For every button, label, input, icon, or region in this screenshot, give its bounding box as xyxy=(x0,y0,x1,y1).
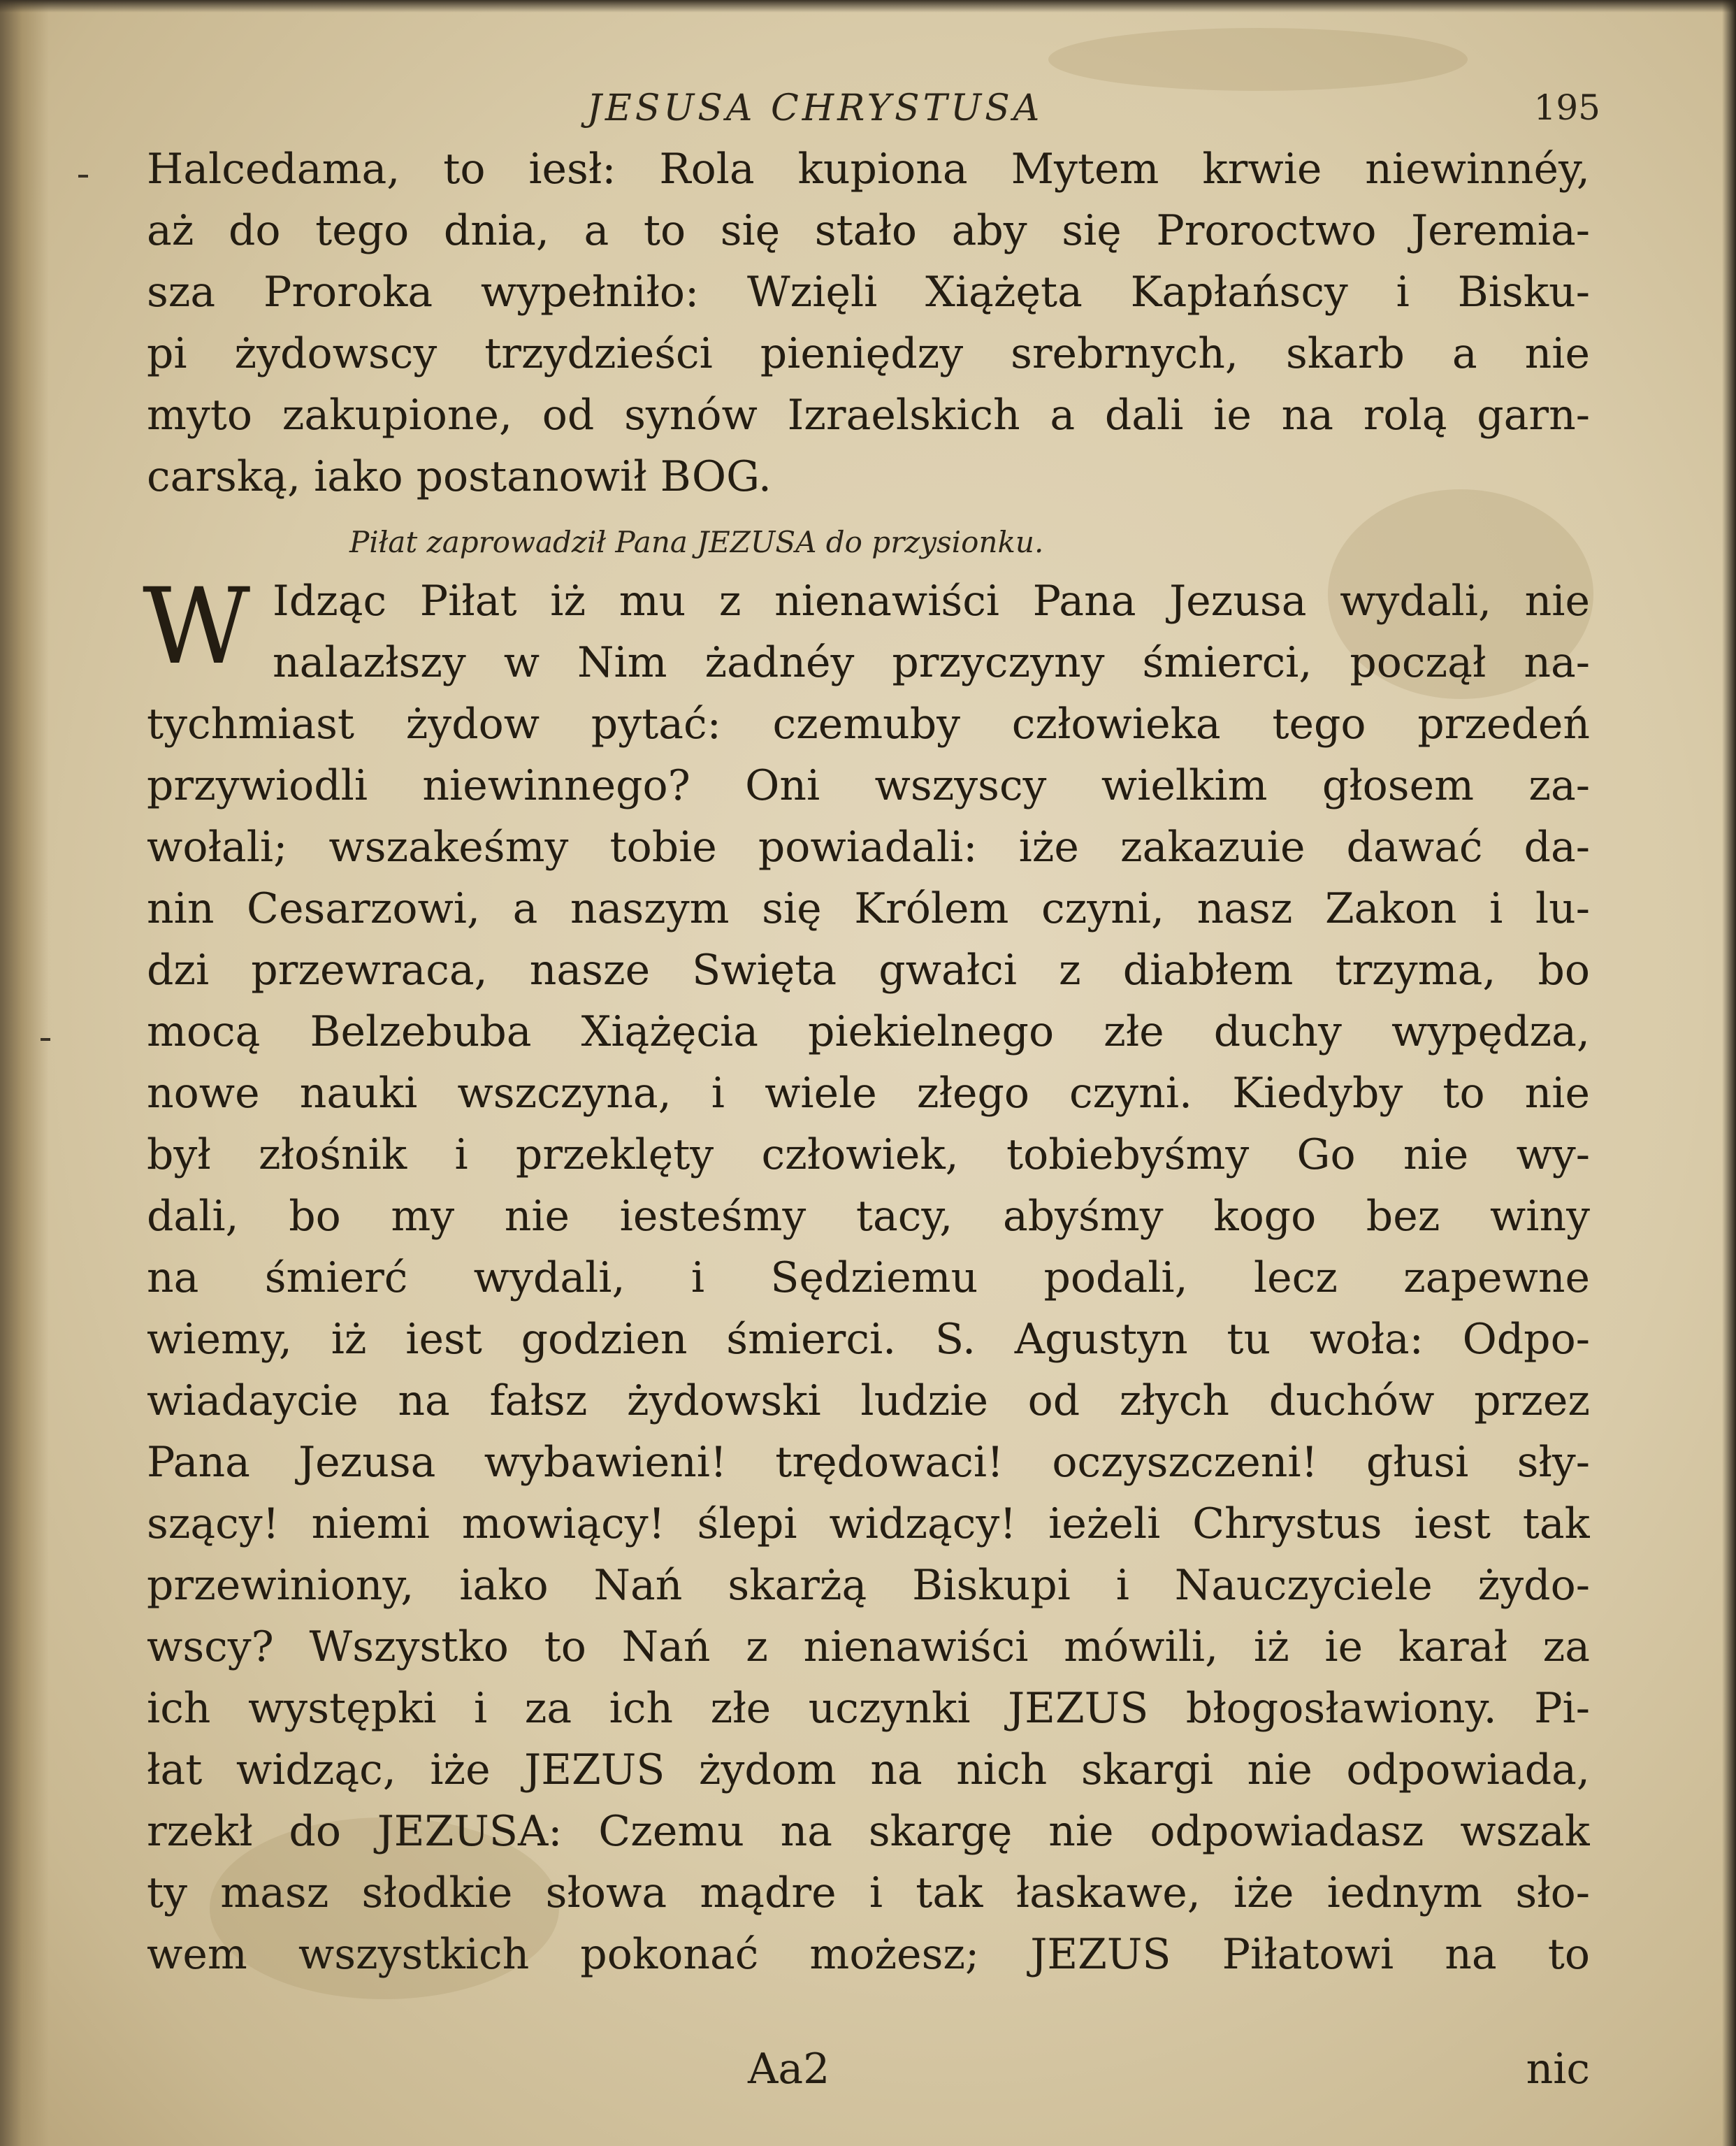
text-line: Idząc Piłat iż mu z nienawiści Pana Jezusa wydali, nie xyxy=(273,577,1590,626)
text-line: nin Cesarzowi, a naszym się Królem czyni, nasz Zakon i lu- xyxy=(147,884,1590,933)
text-line: szący! niemi mowiący! ślepi widzący! ieżeli Chrystus iest tak xyxy=(147,1499,1590,1548)
text-line: rzekł do JEZUSA: Czemu na skargę nie odpowiadasz wszak xyxy=(147,1807,1590,1856)
margin-mark xyxy=(41,1038,50,1041)
paragraph xyxy=(143,566,1590,1985)
page-number: 195 xyxy=(1533,87,1600,128)
text-line: przywiodli niewinnego? Oni wszyscy wielkim głosem za- xyxy=(147,761,1590,810)
text-line: na śmierć wydali, i Sędziemu podali, lecz zapewne xyxy=(147,1253,1590,1302)
text-line: tychmiast żydow pytać: czemuby człowieka tego przedeń xyxy=(147,700,1590,749)
body-text xyxy=(143,138,1590,1985)
top-edge xyxy=(0,0,1736,13)
text-line: sza Proroka wypełniło: Wzięli Xiążęta Kapłańscy i Bisku- xyxy=(147,268,1590,317)
spine-shadow xyxy=(0,0,49,2146)
text-line: aż do tego dnia, a to się stało aby się Proroctwo Jeremia- xyxy=(147,206,1590,255)
running-header xyxy=(140,87,1600,143)
text-line: dali, bo my nie iesteśmy tacy, abyśmy kogo bez winy xyxy=(147,1192,1590,1241)
margin-mark xyxy=(78,175,88,178)
text-line: mocą Belzebuba Xiążęcia piekielnego złe duchy wypędza, xyxy=(147,1007,1590,1056)
text-line: dzi przewraca, nasze Swięta gwałci z diabłem trzyma, bo xyxy=(147,946,1590,995)
drop-cap: W xyxy=(143,566,251,688)
text-line: był złośnik i przeklęty człowiek, tobiebyśmy Go nie wy- xyxy=(147,1130,1590,1179)
text-line: nowe nauki wszczyna, i wiele złego czyni. Kiedyby to nie xyxy=(147,1069,1590,1118)
text-line: nalazłszy w Nim żadnéy przyczyny śmierci, począł na- xyxy=(273,638,1590,687)
text-line: wiemy, iż iest godzien śmierci. S. Agustyn tu woła: Odpo- xyxy=(147,1315,1590,1364)
text-line: wem wszystkich pokonać możesz; JEZUS Piłatowi na to xyxy=(147,1930,1590,1979)
section-heading: Piłat zaprowadził Pana JEZUSA do przysionku. xyxy=(349,525,1044,559)
text-line: przewiniony, iako Nań skarżą Biskupi i Nauczyciele żydo- xyxy=(147,1561,1590,1610)
text-line: Pana Jezusa wybawieni! trędowaci! oczyszczeni! głusi sły- xyxy=(147,1438,1590,1487)
signature-mark: Aa2 xyxy=(748,2045,830,2094)
text-line: Halcedama, to iesł: Rola kupiona Mytem krwie niewinnéy, xyxy=(147,145,1590,194)
text-line: ty masz słodkie słowa mądre i tak łaskawe, iże iednym sło- xyxy=(147,1868,1590,1917)
text-line: wscy? Wszystko to Nań z nienawiści mówili, iż ie karał za xyxy=(147,1622,1590,1671)
text-line: pi żydowscy trzydzieści pieniędzy srebrnych, skarb a nie xyxy=(147,329,1590,378)
text-line: ich występki i za ich złe uczynki JEZUS błogosławiony. Pi- xyxy=(147,1684,1590,1733)
paper-stain xyxy=(1048,28,1468,91)
text-line: myto zakupione, od synów Izraelskich a dali ie na rolą garn- xyxy=(147,391,1590,440)
text-line: wołali; wszakeśmy tobie powiadali: iże zakazuie dawać da- xyxy=(147,823,1590,872)
catchword: nic xyxy=(1526,2045,1590,2094)
text-line: carską, iako postanowił BOG. xyxy=(147,452,772,501)
text-line: wiadaycie na fałsz żydowski ludzie od złych duchów przez xyxy=(147,1376,1590,1425)
page-footer xyxy=(140,2045,1590,2101)
right-edge xyxy=(1722,0,1736,2146)
text-line: łat widząc, iże JEZUS żydom na nich skargi nie odpowiada, xyxy=(147,1745,1590,1794)
running-title: JESUSA CHRYSTUSA xyxy=(587,87,1043,129)
